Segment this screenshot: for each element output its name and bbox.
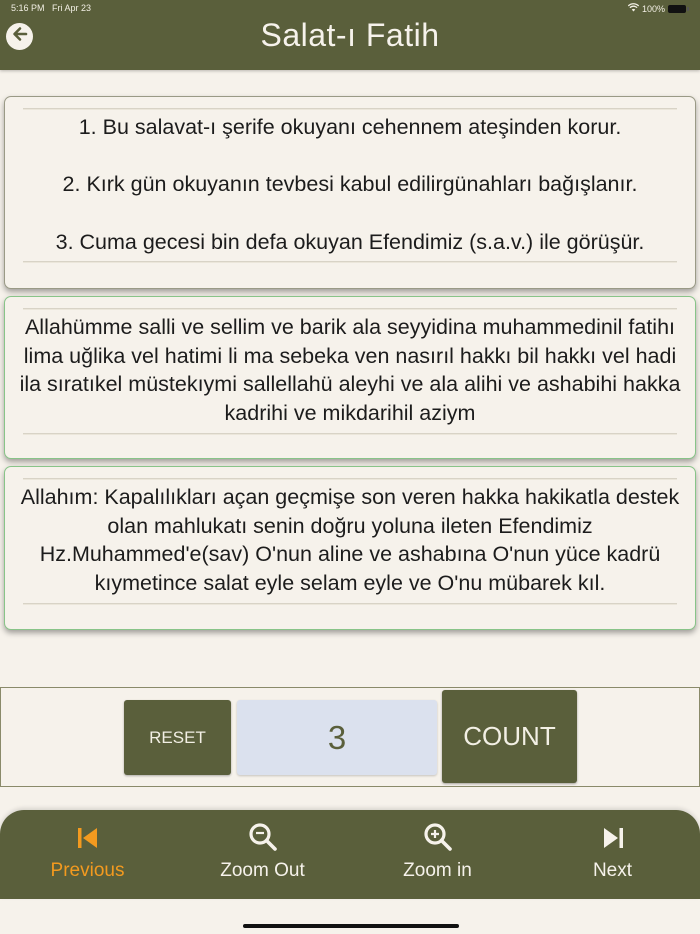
status-bar-time — [11, 3, 91, 13]
virtue-item: 3. Cuma gecesi bin defa okuyan Efendimiz (s.a.v.) ile görüşür. — [55, 229, 645, 254]
status-bar-right — [628, 3, 686, 14]
virtue-item: 1. Bu salavat-ı şerife okuyanı cehennem ateşinden korur. — [78, 115, 622, 139]
tab-zoom-out[interactable] — [175, 810, 350, 899]
tab-label: Next — [592, 860, 633, 881]
tab-zoom-in[interactable] — [350, 810, 525, 899]
tab-label: Previous — [50, 860, 125, 881]
zoom-in-icon — [421, 822, 455, 854]
meaning-text: Allahım: Kapalılıkları açan geçmişe son veren hakka hakikatla destek olan mahlukatı senin doğru yoluna ileten Efendimiz Hz.Muhammed'e(sav) O'nun aline ve ashabına O'nun yüce kadrü kıymetince salat eyle selam eyle ve O'nu mübarek kıl. — [20, 485, 680, 596]
count-button[interactable]: COUNT — [442, 690, 577, 783]
prayer-meaning-text — [13, 480, 687, 603]
app-header — [0, 0, 700, 70]
tab-previous[interactable] — [0, 810, 175, 899]
prayer-text: Allahümme salli ve sellim ve barik ala seyyidina muhammedinil fatihı lima uğlika vel hatimi li ma sebeka ven nasırıl hakkı bil hakkı vel hadi ila sıratıkel müstekıymi sallellahü aleyhi ve ala alihi ve ashabihi hakka kadrihi ve mikdarihil aziym — [19, 315, 681, 426]
tab-next[interactable] — [525, 810, 700, 899]
virtues-card — [4, 96, 696, 289]
battery-full-icon — [668, 5, 686, 13]
count-display: 3 — [237, 700, 437, 775]
prayer-transliteration-card — [4, 296, 696, 459]
skip-previous-icon — [71, 822, 105, 854]
virtue-item: 2. Kırk gün okuyanın tevbesi kabul edilirgünahları bağışlanır. — [62, 172, 638, 197]
date-text: Fri Apr 23 — [52, 3, 92, 13]
battery-percent: 100% — [641, 3, 665, 14]
content-cards — [4, 96, 696, 637]
card-divider-bottom — [23, 433, 677, 435]
zoom-out-icon — [246, 822, 280, 854]
skip-next-icon — [596, 822, 630, 854]
tab-label: Zoom Out — [220, 860, 305, 881]
prayer-meaning-card — [4, 466, 696, 630]
virtues-text — [13, 110, 687, 261]
counter-panel — [0, 687, 700, 787]
bottom-tab-bar — [0, 810, 700, 899]
tab-label: Zoom in — [403, 860, 472, 881]
home-indicator[interactable] — [243, 924, 459, 928]
reset-button[interactable]: RESET — [124, 700, 231, 775]
wifi-icon — [628, 3, 639, 14]
card-divider-bottom — [23, 261, 677, 263]
page-title: Salat-ı Fatih — [260, 17, 440, 53]
prayer-transliteration-text — [13, 310, 687, 433]
card-divider-bottom — [23, 603, 677, 605]
time-text: 5:16 PM — [11, 3, 45, 13]
